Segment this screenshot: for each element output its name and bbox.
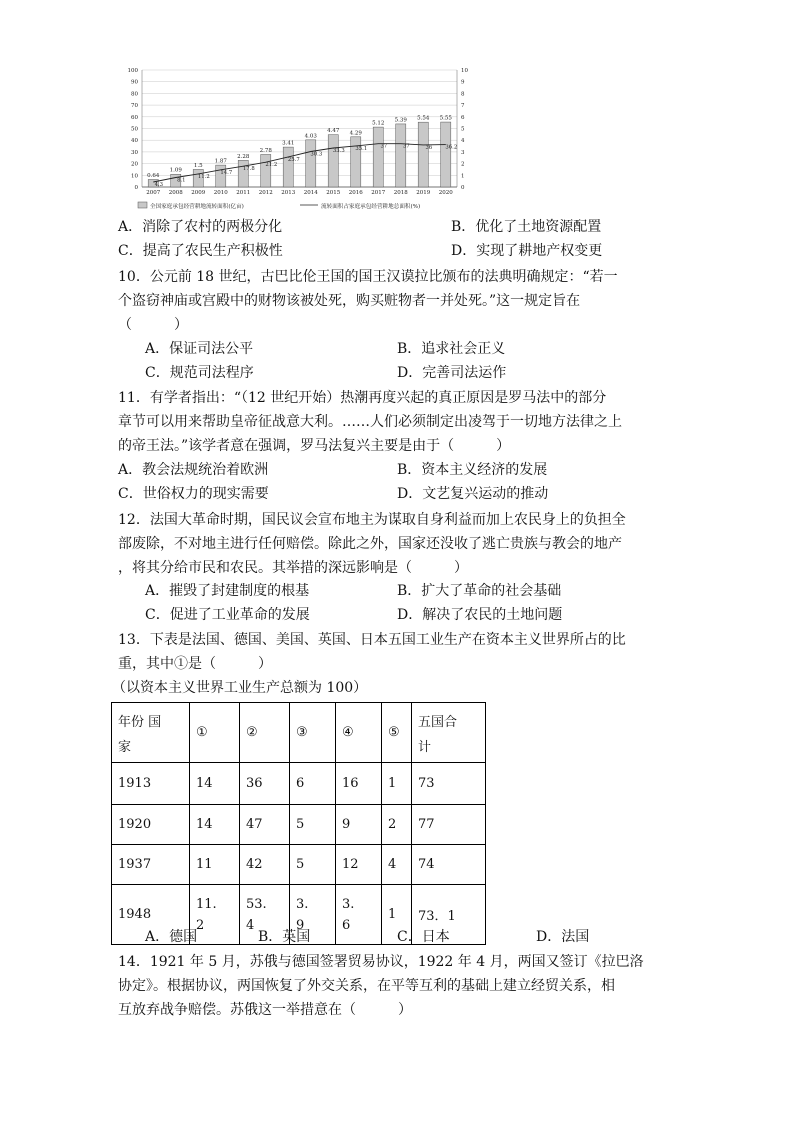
q11-option-b: B．资本主义经济的发展 [397, 462, 548, 478]
cell-c2-line2: 4 [246, 917, 255, 933]
left-tick-label: 10 [131, 173, 138, 180]
q10-option-b: B．追求社会正义 [397, 341, 506, 357]
chart-legend [138, 202, 420, 210]
q9-option-c: C．提高了农民生产积极性 [118, 243, 283, 259]
x-tick-label: 2013 [281, 190, 296, 196]
q13-table-note: （以资本主义世界工业生产总额为 100） [112, 680, 368, 696]
table-row [112, 845, 486, 885]
header-year-country-line1: 年份 国 [118, 714, 162, 730]
cell-c3: 5 [290, 845, 336, 885]
header-col-4: ④ [336, 703, 382, 763]
left-tick-label: 0 [134, 185, 138, 191]
q10-stem-line-2: 个盗窃神庙或宫殿中的财物该被处死，购买赃物者一并处死。”这一规定旨在 [118, 293, 581, 309]
q9-option-a: A．消除了农村的两极分化 [118, 219, 283, 235]
right-tick-label: 5 [461, 126, 465, 133]
right-tick-label: 9 [461, 79, 465, 86]
line-value-label: 33.3 [332, 148, 345, 155]
bar-value-label: 5.39 [394, 117, 407, 124]
q14-stem-line-3: 互放弃战争赔偿。苏俄这一举措意在（ ） [118, 1002, 412, 1018]
left-axis-ticks [128, 68, 139, 191]
bar [373, 127, 383, 187]
cell-c1: 11 [190, 845, 240, 885]
q14-stem-line-2: 协定》。根据协议，两国恢复了外交关系，在平等互利的基础上建立经贸关系，相 [118, 978, 615, 994]
q9-option-b: B．优化了土地资源配置 [451, 219, 602, 235]
bar [216, 165, 226, 187]
right-tick-label: 6 [461, 114, 465, 121]
right-tick-label: 4 [461, 138, 465, 145]
cell-c5: 1 [382, 763, 412, 805]
q11-stem-line-3: 的帝王法。”该学者意在强调，罗马法复兴主要是由于（ ） [118, 438, 511, 454]
q13-stem-line-2: 重，其中①是（ ） [118, 656, 272, 672]
q13-stem-line-1: 13．下表是法国、德国、美国、英国、日本五国工业生产在资本主义世界所占的比 [118, 632, 626, 648]
cell-c2-line1: 53. [246, 896, 267, 912]
right-axis-ticks [461, 68, 468, 191]
bar-value-label: 5.12 [372, 120, 385, 127]
header-year-country-line2: 家 [118, 739, 132, 755]
left-tick-label: 50 [131, 126, 138, 133]
cell-c2: 47 [240, 805, 290, 845]
x-tick-label: 2018 [393, 190, 408, 196]
left-tick-label: 90 [131, 79, 138, 86]
cell-c1: 14 [190, 805, 240, 845]
bar-value-label: 5.54 [417, 115, 430, 122]
q12-stem-line-2: 部废除，不对地主进行任何赔偿。除此之外，国家还没收了逃亡贵族与教会的地产 [118, 536, 622, 552]
q11-stem-line-2: 章节可以用来帮助皇帝征战意大利。……人们必须制定出凌驾于一切地方法律之上 [118, 414, 622, 430]
x-tick-label: 2017 [371, 190, 386, 196]
bar [261, 154, 271, 187]
left-tick-label: 20 [131, 161, 138, 168]
line-value-label: 21.2 [265, 162, 278, 169]
bar-value-label: 4.47 [327, 128, 340, 135]
land-transfer-chart [112, 62, 482, 212]
cell-total: 74 [412, 845, 486, 885]
q10-stem-line-1: 10．公元前 18 世纪，古巴比伦王国的国王汉谟拉比颁布的法典明确规定：“若一 [118, 269, 618, 285]
left-tick-label: 40 [131, 138, 138, 145]
bar [396, 124, 406, 187]
cell-c5: 2 [382, 805, 412, 845]
right-tick-label: 0 [461, 185, 465, 191]
right-tick-label: 2 [461, 161, 465, 168]
cell-year: 1937 [112, 845, 190, 885]
left-tick-label: 60 [131, 114, 138, 121]
bar-value-label: 2.78 [259, 147, 272, 154]
q13-option-a: A．德国 [145, 929, 198, 945]
q10-option-d: D．完善司法运作 [397, 365, 507, 381]
left-tick-label: 100 [127, 68, 138, 74]
line-value-label: 25.7 [287, 156, 300, 163]
cell-c3-line2: 9 [296, 917, 305, 933]
q12-option-a: A．摧毁了封建制度的根基 [145, 583, 310, 599]
right-tick-label: 7 [461, 103, 465, 110]
cell-c5: 4 [382, 845, 412, 885]
bar-value-label: 4.29 [349, 130, 362, 137]
bar-value-label: 0.64 [147, 173, 160, 180]
line-value-label: 37 [402, 143, 410, 150]
right-tick-label: 1 [461, 173, 465, 180]
right-tick-label: 10 [461, 68, 468, 74]
bar [441, 122, 451, 187]
q9-option-d: D．实现了耕地产权变更 [451, 243, 603, 259]
x-tick-label: 2010 [213, 190, 228, 196]
left-tick-label: 30 [131, 149, 138, 156]
bar-value-label: 3.41 [282, 140, 295, 147]
line-value-label: 37 [380, 143, 388, 150]
header-year-country [112, 703, 190, 763]
q12-option-b: B．扩大了革命的社会基础 [397, 583, 562, 599]
right-tick-label: 8 [461, 91, 465, 98]
bar-value-label: 1.87 [214, 158, 227, 165]
q11-stem-line-1: 11．有学者指出：“（12 世纪开始）热潮再度兴起的真正原因是罗马法中的部分 [118, 390, 607, 406]
legend-line-label: 流转面积占家庭承包经营耕地总面积(%) [321, 204, 421, 210]
legend-bar-label: 全国家庭承包经营耕地流转面积(亿亩) [150, 204, 244, 210]
cell-c1-line2: 2 [196, 917, 205, 933]
x-tick-label: 2020 [438, 190, 453, 196]
q14-stem-line-1: 14．1921 年 5 月，苏俄与德国签署贸易协议，1922 年 4 月，两国又签订《拉巴洛 [118, 954, 644, 970]
x-tick-label: 2008 [168, 190, 183, 196]
header-col-3: ③ [290, 703, 336, 763]
cell-c4 [336, 885, 382, 945]
bar-value-label: 5.55 [439, 115, 452, 122]
q12-option-d: D．解决了农民的土地问题 [397, 607, 563, 623]
cell-c1-line1: 11. [196, 896, 217, 912]
cell-c5: 1 [382, 885, 412, 945]
x-tick-label: 2016 [348, 190, 363, 196]
line-value-label: 36 [425, 144, 433, 151]
cell-c2: 42 [240, 845, 290, 885]
table-row [112, 763, 486, 805]
q13-option-d: D．法国 [536, 929, 590, 945]
cell-c4-line2: 6 [342, 917, 351, 933]
chart-grid [142, 70, 457, 187]
bar-value-label: 1.5 [193, 162, 203, 169]
header-col-1: ① [190, 703, 240, 763]
x-tick-label: 2015 [326, 190, 341, 196]
left-tick-label: 70 [131, 103, 138, 110]
header-total [412, 703, 486, 763]
cell-total: 77 [412, 805, 486, 845]
cell-total: 73 [412, 763, 486, 805]
cell-c2: 36 [240, 763, 290, 805]
left-tick-label: 80 [131, 91, 138, 98]
bar-value-label: 2.28 [237, 153, 250, 160]
header-total-line1: 五国合 [418, 714, 458, 730]
bar [238, 160, 248, 187]
q11-option-a: A．教会法规统治着欧洲 [118, 462, 269, 478]
q11-option-d: D．文艺复兴运动的推动 [397, 486, 549, 502]
x-tick-label: 2007 [146, 190, 161, 196]
header-col-5: ⑤ [382, 703, 412, 763]
header-total-line2: 计 [418, 739, 432, 755]
line-value-label: 14.7 [220, 169, 233, 176]
q10-option-c: C．规范司法程序 [145, 365, 254, 381]
header-col-2: ② [240, 703, 290, 763]
bar-value-label: 1.09 [169, 167, 182, 174]
q12-option-c: C．促进了工业革命的发展 [145, 607, 310, 623]
bar [328, 135, 338, 187]
cell-c4: 16 [336, 763, 382, 805]
bar [306, 140, 316, 187]
q13-option-c: C．日本 [397, 929, 450, 945]
bar-value-label: 4.03 [304, 133, 317, 140]
cell-c3: 5 [290, 805, 336, 845]
line-value-label: 35.1 [355, 145, 368, 152]
table-row [112, 805, 486, 845]
bar [283, 147, 293, 187]
line-value-label: 11.2 [197, 173, 210, 180]
cell-c3-line1: 3. [296, 896, 309, 912]
line-value-label: 30.3 [310, 151, 323, 158]
cell-c3: 6 [290, 763, 336, 805]
cell-year: 1913 [112, 763, 190, 805]
legend-bar-swatch [138, 202, 147, 208]
cell-total: 73．1 [412, 885, 486, 945]
cell-c4-line1: 3. [342, 896, 355, 912]
line-value-label: 4.3 [154, 181, 164, 188]
x-tick-label: 2012 [258, 190, 273, 196]
x-tick-label: 2009 [191, 190, 206, 196]
q10-option-a: A．保证司法公平 [145, 341, 254, 357]
cell-c4: 12 [336, 845, 382, 885]
q12-stem-line-3: ，将其分给市民和农民。其举措的深远影响是（ ） [118, 560, 468, 576]
q11-option-c: C．世俗权力的现实需要 [118, 486, 269, 502]
x-tick-label: 2019 [416, 190, 431, 196]
line-value-label: 17.8 [242, 166, 255, 173]
bar [351, 137, 361, 187]
line-value-label: 8.1 [177, 177, 186, 184]
q12-stem-line-1: 12．法国大革命时期，国民议会宣布地主为谋取自身利益而加上农民身上的负担全 [118, 512, 626, 528]
cell-year: 1920 [112, 805, 190, 845]
x-tick-label: 2011 [236, 190, 251, 196]
q13-option-b: B．英国 [258, 929, 311, 945]
right-tick-label: 3 [461, 149, 465, 156]
cell-c4: 9 [336, 805, 382, 845]
cell-year: 1948 [112, 885, 190, 945]
industry-share-table [111, 702, 486, 945]
line-value-label: 36.2 [445, 144, 458, 151]
x-tick-label: 2014 [303, 190, 318, 196]
q10-stem-line-3: （ ） [118, 317, 188, 333]
cell-c1: 14 [190, 763, 240, 805]
x-axis-year-labels [146, 190, 453, 196]
table-header-row [112, 703, 486, 763]
bar [418, 122, 428, 187]
